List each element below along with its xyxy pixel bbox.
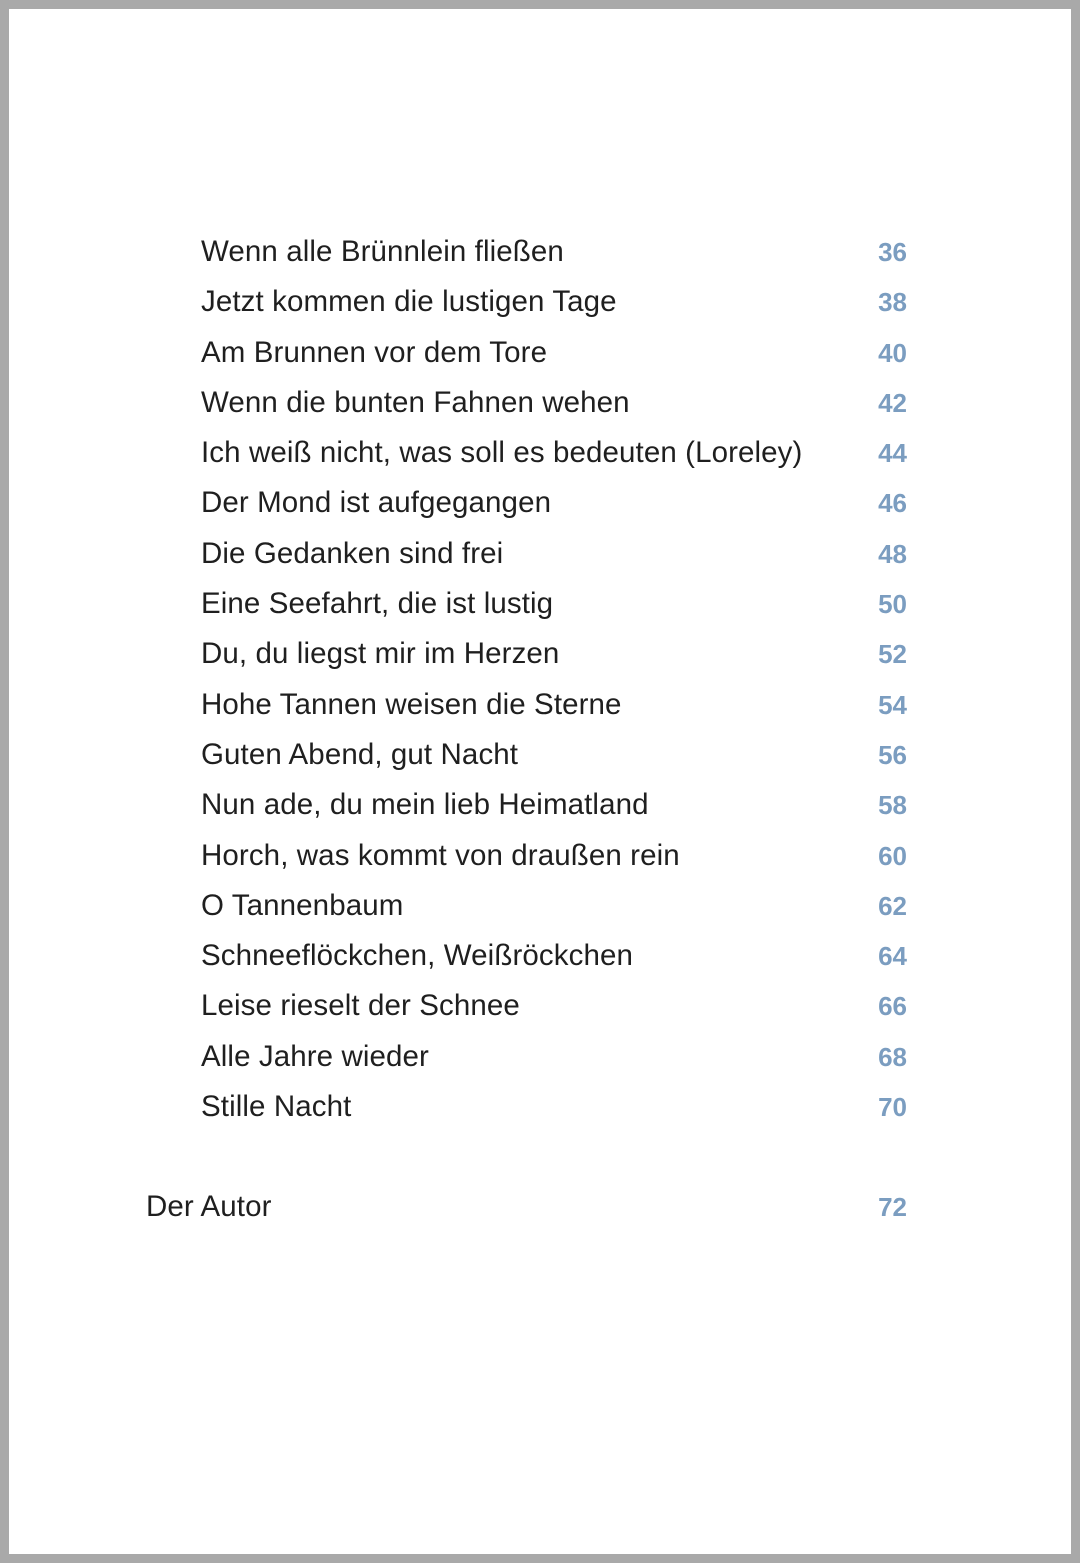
toc-entry[interactable] bbox=[146, 1192, 907, 1242]
toc-entry-title: Ich weiß nicht, was soll es bedeuten (Loreley) bbox=[201, 436, 803, 470]
toc-entry[interactable] bbox=[146, 790, 907, 840]
toc-entry[interactable] bbox=[146, 941, 907, 991]
toc-entry-page-number: 48 bbox=[878, 538, 907, 569]
toc-entry-title: Leise rieselt der Schnee bbox=[201, 989, 520, 1023]
toc-entry[interactable] bbox=[146, 237, 907, 287]
toc-entry[interactable] bbox=[146, 838, 907, 891]
toc-entry[interactable] bbox=[146, 639, 907, 689]
toc-entry-title: Der Autor bbox=[146, 1190, 272, 1224]
toc-entry[interactable] bbox=[146, 335, 907, 388]
toc-entry-title: Der Mond ist aufgegangen bbox=[201, 486, 552, 520]
toc-entry[interactable] bbox=[146, 1039, 907, 1092]
toc-entry-list bbox=[146, 237, 907, 1243]
toc-entry-page-number: 44 bbox=[878, 438, 907, 469]
toc-entry-page-number: 68 bbox=[878, 1041, 907, 1072]
toc-entry[interactable] bbox=[146, 1092, 907, 1142]
toc-entry-title: Schneeflöckchen, Weißröckchen bbox=[201, 939, 633, 973]
toc-entry[interactable] bbox=[146, 488, 907, 538]
toc-entry-page-number: 52 bbox=[878, 639, 907, 670]
toc-entry-title: O Tannenbaum bbox=[201, 888, 404, 922]
toc-entry[interactable] bbox=[146, 536, 907, 589]
toc-entry-page-number: 38 bbox=[878, 287, 907, 318]
toc-entry[interactable] bbox=[146, 589, 907, 639]
toc-entry[interactable] bbox=[146, 438, 907, 488]
toc-entry-title: Alle Jahre wieder bbox=[201, 1039, 429, 1073]
toc-entry-page-number: 46 bbox=[878, 488, 907, 519]
toc-entry-page-number: 42 bbox=[878, 387, 907, 418]
toc-entry-page-number: 72 bbox=[878, 1192, 907, 1223]
toc-entry-title: Hohe Tannen weisen die Sterne bbox=[201, 687, 622, 721]
toc-entry-page-number: 60 bbox=[878, 840, 907, 871]
toc-entry-title: Am Brunnen vor dem Tore bbox=[201, 335, 548, 369]
toc-entry-page-number: 66 bbox=[878, 991, 907, 1022]
toc-entry-title: Jetzt kommen die lustigen Tage bbox=[201, 285, 617, 319]
toc-entry[interactable] bbox=[146, 888, 907, 941]
page-sheet bbox=[9, 9, 1071, 1554]
toc-entry-title: Stille Nacht bbox=[201, 1090, 352, 1124]
toc-entry[interactable] bbox=[146, 687, 907, 740]
toc-entry-title: Guten Abend, gut Nacht bbox=[201, 737, 519, 771]
toc-entry-title: Die Gedanken sind frei bbox=[201, 536, 504, 570]
toc-entry-page-number: 40 bbox=[878, 337, 907, 368]
toc-entry-page-number: 62 bbox=[878, 890, 907, 921]
toc-entry-title: Eine Seefahrt, die ist lustig bbox=[201, 587, 554, 621]
toc-entry[interactable] bbox=[146, 385, 907, 438]
toc-entry-title: Du, du liegst mir im Herzen bbox=[201, 637, 560, 671]
toc-entry-title: Horch, was kommt von draußen rein bbox=[201, 838, 680, 872]
toc-entry-title: Nun ade, du mein lieb Heimatland bbox=[201, 788, 649, 822]
toc-entry-page-number: 50 bbox=[878, 589, 907, 620]
toc-entry-title: Wenn alle Brünnlein fließen bbox=[201, 235, 564, 268]
toc-entry[interactable] bbox=[146, 737, 907, 790]
toc-entry-page-number: 58 bbox=[878, 790, 907, 821]
toc-entry-page-number: 54 bbox=[878, 689, 907, 720]
toc-entry[interactable] bbox=[146, 287, 907, 337]
toc-entry[interactable] bbox=[146, 991, 907, 1041]
toc-entry-page-number: 64 bbox=[878, 941, 907, 972]
toc-entry-page-number: 36 bbox=[878, 237, 907, 267]
toc-entry-page-number: 70 bbox=[878, 1092, 907, 1123]
toc-entry-page-number: 56 bbox=[878, 739, 907, 770]
toc-entry-title: Wenn die bunten Fahnen wehen bbox=[201, 385, 630, 419]
